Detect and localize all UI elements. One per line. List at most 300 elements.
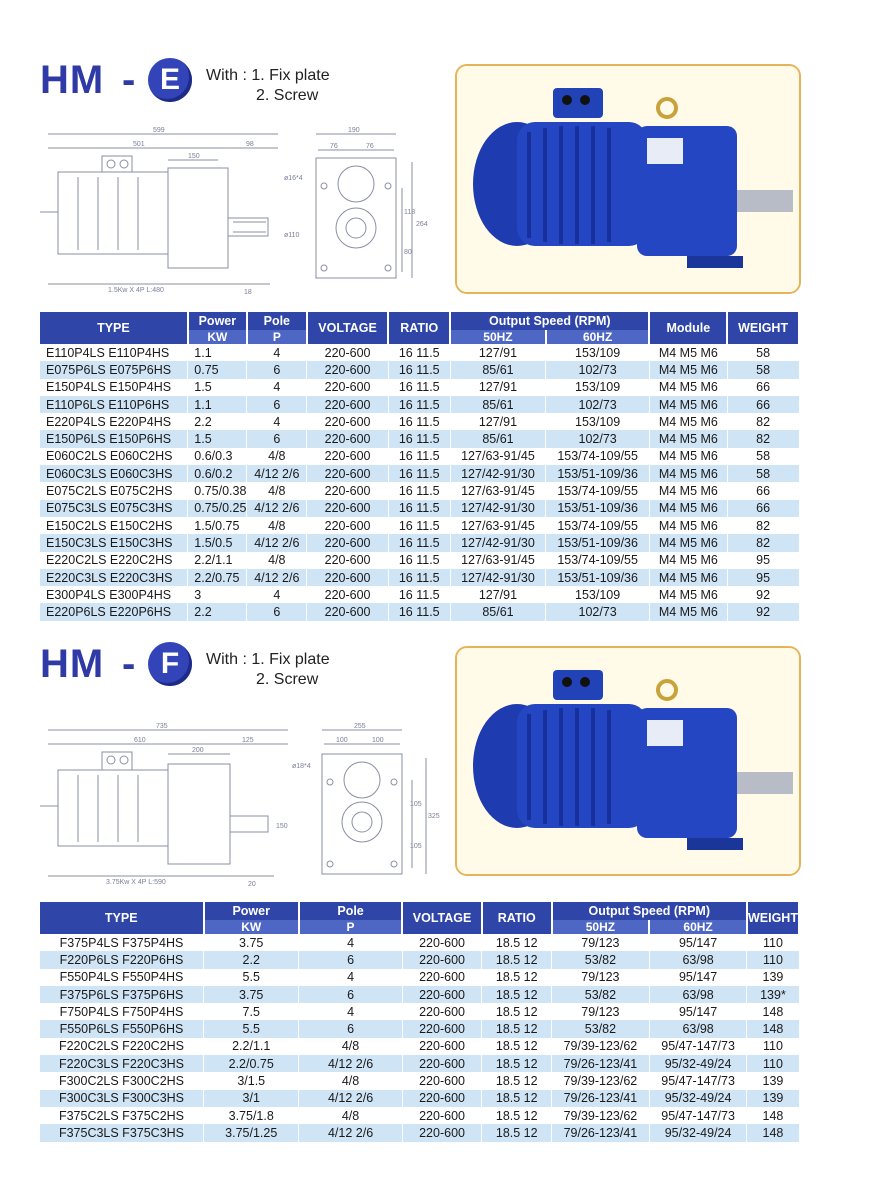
- header-ratio: RATIO: [388, 312, 450, 344]
- cell-type: E060C2LS E060C2HS: [40, 448, 188, 465]
- section-f-product-photo: [455, 646, 801, 876]
- header-ratio: RATIO: [482, 902, 552, 934]
- header-voltage: VOLTAGE: [402, 902, 482, 934]
- cell-p: 4/8: [247, 482, 307, 499]
- cell-s50: 127/91: [450, 586, 546, 603]
- cell-type: F375P6LS F375P6HS: [40, 986, 204, 1003]
- header-power: Power: [188, 312, 247, 330]
- cell-type: E220P4LS E220P4HS: [40, 413, 188, 430]
- table-row: [40, 344, 799, 361]
- table-row: [40, 969, 799, 986]
- cell-type: F375C2LS F375C2HS: [40, 1107, 204, 1124]
- cell-voltage: 220-600: [402, 1090, 482, 1107]
- cell-ratio: 16 11.5: [388, 603, 450, 620]
- accessories-line-1: With : 1. Fix plate: [206, 651, 330, 668]
- cell-weight: 92: [727, 603, 799, 620]
- cell-weight: 148: [747, 1124, 799, 1141]
- cell-type: E220C2LS E220C2HS: [40, 552, 188, 569]
- section-f-dimension-drawing: [38, 720, 448, 890]
- cell-s50: 53/82: [552, 1020, 650, 1037]
- cell-type: F300C2LS F300C2HS: [40, 1072, 204, 1089]
- cell-kw: 1.5: [188, 379, 247, 396]
- cell-type: E075C2LS E075C2HS: [40, 482, 188, 499]
- accessories-note: [206, 66, 330, 106]
- cell-ratio: 16 11.5: [388, 430, 450, 447]
- cell-p: 4/8: [247, 517, 307, 534]
- cell-s50: 127/91: [450, 413, 546, 430]
- gear-motor-image: [457, 648, 801, 876]
- table-row: [40, 934, 799, 951]
- cell-module: M4 M5 M6: [649, 534, 727, 551]
- cell-kw: 1.5/0.75: [188, 517, 247, 534]
- cell-kw: 3/1: [204, 1090, 299, 1107]
- dim-150: 150: [188, 153, 200, 160]
- cell-p: 4/8: [299, 1072, 402, 1089]
- cell-voltage: 220-600: [402, 986, 482, 1003]
- cell-type: E110P4LS E110P4HS: [40, 344, 188, 361]
- cell-s60: 63/98: [649, 986, 747, 1003]
- cell-ratio: 18.5 12: [482, 969, 552, 986]
- cell-s60: 95/47-147/73: [649, 1038, 747, 1055]
- table-row: [40, 379, 799, 396]
- cell-type: E060C3LS E060C3HS: [40, 465, 188, 482]
- cell-s60: 95/147: [649, 934, 747, 951]
- cell-weight: 110: [747, 1038, 799, 1055]
- cell-weight: 148: [747, 1107, 799, 1124]
- cell-voltage: 220-600: [307, 344, 389, 361]
- cell-type: F750P4LS F750P4HS: [40, 1003, 204, 1020]
- cell-s50: 127/63-91/45: [450, 482, 546, 499]
- cell-type: F550P4LS F550P4HS: [40, 969, 204, 986]
- cell-s50: 79/26-123/41: [552, 1090, 650, 1107]
- table-row: [40, 552, 799, 569]
- dim-18: 18: [244, 289, 252, 296]
- header-voltage: VOLTAGE: [307, 312, 389, 344]
- cell-p: 6: [247, 361, 307, 378]
- header-60hz: 60HZ: [546, 330, 650, 344]
- dim-599: 599: [153, 127, 165, 134]
- dim-105-upper: 105: [410, 801, 422, 808]
- cell-voltage: 220-600: [402, 1107, 482, 1124]
- section-e-heading: [40, 58, 200, 104]
- cell-module: M4 M5 M6: [649, 569, 727, 586]
- section-e-spec-table: [40, 312, 800, 621]
- dim-735: 735: [156, 723, 168, 730]
- table-row: [40, 1107, 799, 1124]
- header-power: Power: [204, 902, 299, 920]
- header-type: TYPE: [40, 902, 204, 934]
- cell-weight: 58: [727, 448, 799, 465]
- section-f-heading: [40, 642, 200, 688]
- cell-kw: 0.75/0.25: [188, 500, 247, 517]
- cell-ratio: 16 11.5: [388, 465, 450, 482]
- cell-s50: 79/39-123/62: [552, 1072, 650, 1089]
- cell-weight: 66: [727, 396, 799, 413]
- dim-150: 150: [276, 823, 288, 830]
- dim-100-left: 100: [336, 737, 348, 744]
- cell-type: E075P6LS E075P6HS: [40, 361, 188, 378]
- table-row: [40, 500, 799, 517]
- cell-p: 6: [247, 396, 307, 413]
- cell-s60: 153/109: [546, 413, 650, 430]
- cell-s60: 153/74-109/55: [546, 552, 650, 569]
- cell-kw: 3.75: [204, 986, 299, 1003]
- dim-325: 325: [428, 813, 440, 820]
- cell-type: F375P4LS F375P4HS: [40, 934, 204, 951]
- cell-voltage: 220-600: [402, 951, 482, 968]
- header-kw: KW: [204, 920, 299, 934]
- cell-module: M4 M5 M6: [649, 361, 727, 378]
- cell-s50: 79/39-123/62: [552, 1038, 650, 1055]
- cell-s60: 153/51-109/36: [546, 534, 650, 551]
- cell-s60: 102/73: [546, 430, 650, 447]
- cell-voltage: 220-600: [307, 413, 389, 430]
- cell-ratio: 18.5 12: [482, 986, 552, 1003]
- cell-kw: 5.5: [204, 969, 299, 986]
- section-f-table-body: [40, 934, 799, 1142]
- cell-s60: 95/32-49/24: [649, 1055, 747, 1072]
- table-row: [40, 361, 799, 378]
- cell-s50: 85/61: [450, 603, 546, 620]
- cell-s60: 153/51-109/36: [546, 500, 650, 517]
- dim-hole-16x4: ø16*4: [284, 175, 303, 182]
- cell-voltage: 220-600: [307, 569, 389, 586]
- cell-voltage: 220-600: [402, 1003, 482, 1020]
- table-row: [40, 951, 799, 968]
- cell-weight: 58: [727, 361, 799, 378]
- cell-module: M4 M5 M6: [649, 413, 727, 430]
- cell-module: M4 M5 M6: [649, 448, 727, 465]
- cell-voltage: 220-600: [402, 969, 482, 986]
- section-f-spec-table: [40, 902, 800, 1142]
- brand-dash: -: [122, 642, 136, 686]
- cell-p: 4/12 2/6: [299, 1055, 402, 1072]
- cell-s60: 153/51-109/36: [546, 569, 650, 586]
- table-row: [40, 1072, 799, 1089]
- cell-s50: 79/26-123/41: [552, 1124, 650, 1141]
- dim-20: 20: [248, 881, 256, 888]
- cell-s50: 85/61: [450, 430, 546, 447]
- table-row: [40, 586, 799, 603]
- cell-s50: 53/82: [552, 986, 650, 1003]
- cell-type: E150C3LS E150C3HS: [40, 534, 188, 551]
- cell-weight: 58: [727, 344, 799, 361]
- cell-type: F550P6LS F550P6HS: [40, 1020, 204, 1037]
- cell-weight: 82: [727, 534, 799, 551]
- cell-p: 4/12 2/6: [247, 534, 307, 551]
- cell-module: M4 M5 M6: [649, 517, 727, 534]
- section-e-table-body: [40, 344, 799, 621]
- cell-voltage: 220-600: [307, 448, 389, 465]
- brand-dash: -: [122, 58, 136, 102]
- cell-p: 4/12 2/6: [247, 569, 307, 586]
- dim-100-right: 100: [372, 737, 384, 744]
- cell-kw: 2.2/0.75: [204, 1055, 299, 1072]
- cell-type: E220C3LS E220C3HS: [40, 569, 188, 586]
- cell-s50: 127/42-91/30: [450, 465, 546, 482]
- cell-voltage: 220-600: [307, 517, 389, 534]
- dim-255: 255: [354, 723, 366, 730]
- cell-weight: 110: [747, 934, 799, 951]
- cell-weight: 110: [747, 1055, 799, 1072]
- cell-weight: 66: [727, 482, 799, 499]
- cell-voltage: 220-600: [307, 430, 389, 447]
- header-module: Module: [649, 312, 727, 344]
- cell-p: 6: [299, 1020, 402, 1037]
- dim-76-right: 76: [366, 143, 374, 150]
- cell-s60: 95/147: [649, 969, 747, 986]
- cell-weight: 95: [727, 552, 799, 569]
- cell-voltage: 220-600: [307, 603, 389, 620]
- cell-weight: 58: [727, 465, 799, 482]
- cell-voltage: 220-600: [402, 1038, 482, 1055]
- table-row: [40, 1124, 799, 1141]
- table-row: [40, 430, 799, 447]
- cell-kw: 2.2/1.1: [188, 552, 247, 569]
- cell-weight: 139: [747, 1090, 799, 1107]
- cell-weight: 82: [727, 430, 799, 447]
- cell-weight: 139*: [747, 986, 799, 1003]
- table-row: [40, 413, 799, 430]
- cell-weight: 148: [747, 1003, 799, 1020]
- table-row: [40, 986, 799, 1003]
- cell-ratio: 18.5 12: [482, 1124, 552, 1141]
- section-e-product-photo: [455, 64, 801, 294]
- cell-p: 6: [299, 951, 402, 968]
- cell-p: 4: [299, 934, 402, 951]
- cell-kw: 2.2/0.75: [188, 569, 247, 586]
- header-50hz: 50HZ: [552, 920, 650, 934]
- table-row: [40, 482, 799, 499]
- dim-98: 98: [246, 141, 254, 148]
- cell-s50: 127/42-91/30: [450, 534, 546, 551]
- cell-module: M4 M5 M6: [649, 379, 727, 396]
- cell-ratio: 16 11.5: [388, 482, 450, 499]
- cell-ratio: 16 11.5: [388, 517, 450, 534]
- cell-p: 4: [247, 379, 307, 396]
- cell-s60: 95/47-147/73: [649, 1107, 747, 1124]
- cell-kw: 0.75: [188, 361, 247, 378]
- cell-p: 4/12 2/6: [247, 500, 307, 517]
- table-row: [40, 1090, 799, 1107]
- cell-kw: 1.1: [188, 344, 247, 361]
- cell-type: E075C3LS E075C3HS: [40, 500, 188, 517]
- cell-ratio: 18.5 12: [482, 951, 552, 968]
- section-e-dimension-drawing: [38, 122, 438, 302]
- cell-module: M4 M5 M6: [649, 396, 727, 413]
- cell-voltage: 220-600: [307, 482, 389, 499]
- cell-s60: 63/98: [649, 1020, 747, 1037]
- cell-p: 4/8: [247, 448, 307, 465]
- brand-title: HM: [40, 58, 105, 102]
- cell-ratio: 16 11.5: [388, 361, 450, 378]
- cell-s50: 127/63-91/45: [450, 448, 546, 465]
- cell-type: E150C2LS E150C2HS: [40, 517, 188, 534]
- table-row: [40, 534, 799, 551]
- cell-kw: 5.5: [204, 1020, 299, 1037]
- cell-p: 4/8: [299, 1038, 402, 1055]
- cell-p: 6: [299, 986, 402, 1003]
- cell-type: F375C3LS F375C3HS: [40, 1124, 204, 1141]
- cell-weight: 139: [747, 1072, 799, 1089]
- table-row: [40, 517, 799, 534]
- cell-s60: 102/73: [546, 361, 650, 378]
- model-letter-badge: F: [148, 642, 192, 686]
- cell-s60: 153/109: [546, 344, 650, 361]
- cell-s50: 127/63-91/45: [450, 517, 546, 534]
- gear-motor-image: [457, 66, 801, 294]
- cell-s60: 153/109: [546, 379, 650, 396]
- cell-voltage: 220-600: [402, 1072, 482, 1089]
- table-row: [40, 465, 799, 482]
- cell-type: F220P6LS F220P6HS: [40, 951, 204, 968]
- cell-kw: 3.75/1.8: [204, 1107, 299, 1124]
- cell-p: 6: [247, 430, 307, 447]
- header-output-speed: Output Speed (RPM): [450, 312, 649, 330]
- cell-s50: 79/39-123/62: [552, 1107, 650, 1124]
- model-letter-badge: E: [148, 58, 192, 102]
- cell-p: 6: [247, 603, 307, 620]
- dim-125: 125: [242, 737, 254, 744]
- cell-p: 4: [299, 1003, 402, 1020]
- cell-voltage: 220-600: [307, 379, 389, 396]
- table-row: [40, 1038, 799, 1055]
- cell-module: M4 M5 M6: [649, 552, 727, 569]
- motor-spec-label: 3.75Kw X 4P L:590: [106, 879, 166, 886]
- cell-module: M4 M5 M6: [649, 344, 727, 361]
- cell-p: 4: [247, 344, 307, 361]
- header-p: P: [247, 330, 307, 344]
- cell-type: F220C3LS F220C3HS: [40, 1055, 204, 1072]
- cell-ratio: 18.5 12: [482, 1020, 552, 1037]
- cell-s50: 79/123: [552, 969, 650, 986]
- cell-kw: 2.2: [188, 413, 247, 430]
- header-weight: WEIGHT: [727, 312, 799, 344]
- cell-s50: 79/123: [552, 1003, 650, 1020]
- cell-module: M4 M5 M6: [649, 465, 727, 482]
- cell-s50: 127/63-91/45: [450, 552, 546, 569]
- cell-p: 4/12 2/6: [299, 1090, 402, 1107]
- table-row: [40, 603, 799, 620]
- dim-264: 264: [416, 221, 428, 228]
- cell-ratio: 16 11.5: [388, 586, 450, 603]
- dim-76-left: 76: [330, 143, 338, 150]
- header-pole: Pole: [299, 902, 402, 920]
- table-row: [40, 1055, 799, 1072]
- table-row: [40, 448, 799, 465]
- cell-kw: 2.2: [188, 603, 247, 620]
- cell-voltage: 220-600: [307, 586, 389, 603]
- cell-weight: 148: [747, 1020, 799, 1037]
- cell-ratio: 18.5 12: [482, 1038, 552, 1055]
- cell-ratio: 18.5 12: [482, 1072, 552, 1089]
- cell-kw: 3/1.5: [204, 1072, 299, 1089]
- cell-ratio: 16 11.5: [388, 534, 450, 551]
- dim-hole-18x4: ø18*4: [292, 763, 311, 770]
- cell-kw: 2.2/1.1: [204, 1038, 299, 1055]
- cell-s50: 85/61: [450, 361, 546, 378]
- header-weight: WEIGHT: [747, 902, 799, 934]
- cell-s50: 127/91: [450, 379, 546, 396]
- cell-module: M4 M5 M6: [649, 482, 727, 499]
- cell-s50: 127/42-91/30: [450, 569, 546, 586]
- cell-p: 4/8: [247, 552, 307, 569]
- dim-105-lower: 105: [410, 843, 422, 850]
- cell-voltage: 220-600: [307, 552, 389, 569]
- cell-ratio: 16 11.5: [388, 569, 450, 586]
- cell-type: E220P6LS E220P6HS: [40, 603, 188, 620]
- cell-voltage: 220-600: [307, 396, 389, 413]
- cell-type: E300P4LS E300P4HS: [40, 586, 188, 603]
- dim-200: 200: [192, 747, 204, 754]
- dim-118: 118: [404, 209, 416, 216]
- cell-s50: 53/82: [552, 951, 650, 968]
- cell-s60: 153/74-109/55: [546, 448, 650, 465]
- header-50hz: 50HZ: [450, 330, 546, 344]
- cell-voltage: 220-600: [402, 1055, 482, 1072]
- brand-title: HM: [40, 642, 105, 686]
- cell-s60: 95/32-49/24: [649, 1124, 747, 1141]
- cell-p: 4: [247, 413, 307, 430]
- cell-ratio: 16 11.5: [388, 500, 450, 517]
- cell-kw: 3.75/1.25: [204, 1124, 299, 1141]
- cell-s60: 95/47-147/73: [649, 1072, 747, 1089]
- cell-voltage: 220-600: [307, 361, 389, 378]
- cell-p: 4/12 2/6: [299, 1124, 402, 1141]
- dim-501: 501: [133, 141, 145, 148]
- cell-ratio: 16 11.5: [388, 413, 450, 430]
- cell-type: E110P6LS E110P6HS: [40, 396, 188, 413]
- cell-module: M4 M5 M6: [649, 603, 727, 620]
- dim-80: 80: [404, 249, 412, 256]
- header-p: P: [299, 920, 402, 934]
- cell-weight: 95: [727, 569, 799, 586]
- cell-kw: 1.1: [188, 396, 247, 413]
- cell-s60: 63/98: [649, 951, 747, 968]
- cell-kw: 7.5: [204, 1003, 299, 1020]
- table-row: [40, 1003, 799, 1020]
- accessories-line-2: 2. Screw: [256, 671, 319, 688]
- cell-weight: 110: [747, 951, 799, 968]
- cell-ratio: 16 11.5: [388, 379, 450, 396]
- cell-s60: 102/73: [546, 603, 650, 620]
- accessories-line-2: 2. Screw: [256, 87, 319, 104]
- cell-s50: 79/26-123/41: [552, 1055, 650, 1072]
- accessories-line-1: With : 1. Fix plate: [206, 67, 330, 84]
- cell-ratio: 18.5 12: [482, 1055, 552, 1072]
- cell-voltage: 220-600: [307, 534, 389, 551]
- dim-610: 610: [134, 737, 146, 744]
- cell-type: E150P4LS E150P4HS: [40, 379, 188, 396]
- cell-s60: 95/147: [649, 1003, 747, 1020]
- cell-s60: 153/74-109/55: [546, 517, 650, 534]
- cell-p: 4/12 2/6: [247, 465, 307, 482]
- cell-s50: 79/123: [552, 934, 650, 951]
- cell-kw: 1.5/0.5: [188, 534, 247, 551]
- cell-module: M4 M5 M6: [649, 586, 727, 603]
- header-pole: Pole: [247, 312, 307, 330]
- cell-s60: 153/109: [546, 586, 650, 603]
- cell-voltage: 220-600: [307, 500, 389, 517]
- header-kw: KW: [188, 330, 247, 344]
- cell-kw: 1.5: [188, 430, 247, 447]
- cell-ratio: 18.5 12: [482, 1003, 552, 1020]
- cell-weight: 92: [727, 586, 799, 603]
- cell-kw: 3: [188, 586, 247, 603]
- header-60hz: 60HZ: [649, 920, 747, 934]
- cell-ratio: 16 11.5: [388, 552, 450, 569]
- cell-ratio: 16 11.5: [388, 344, 450, 361]
